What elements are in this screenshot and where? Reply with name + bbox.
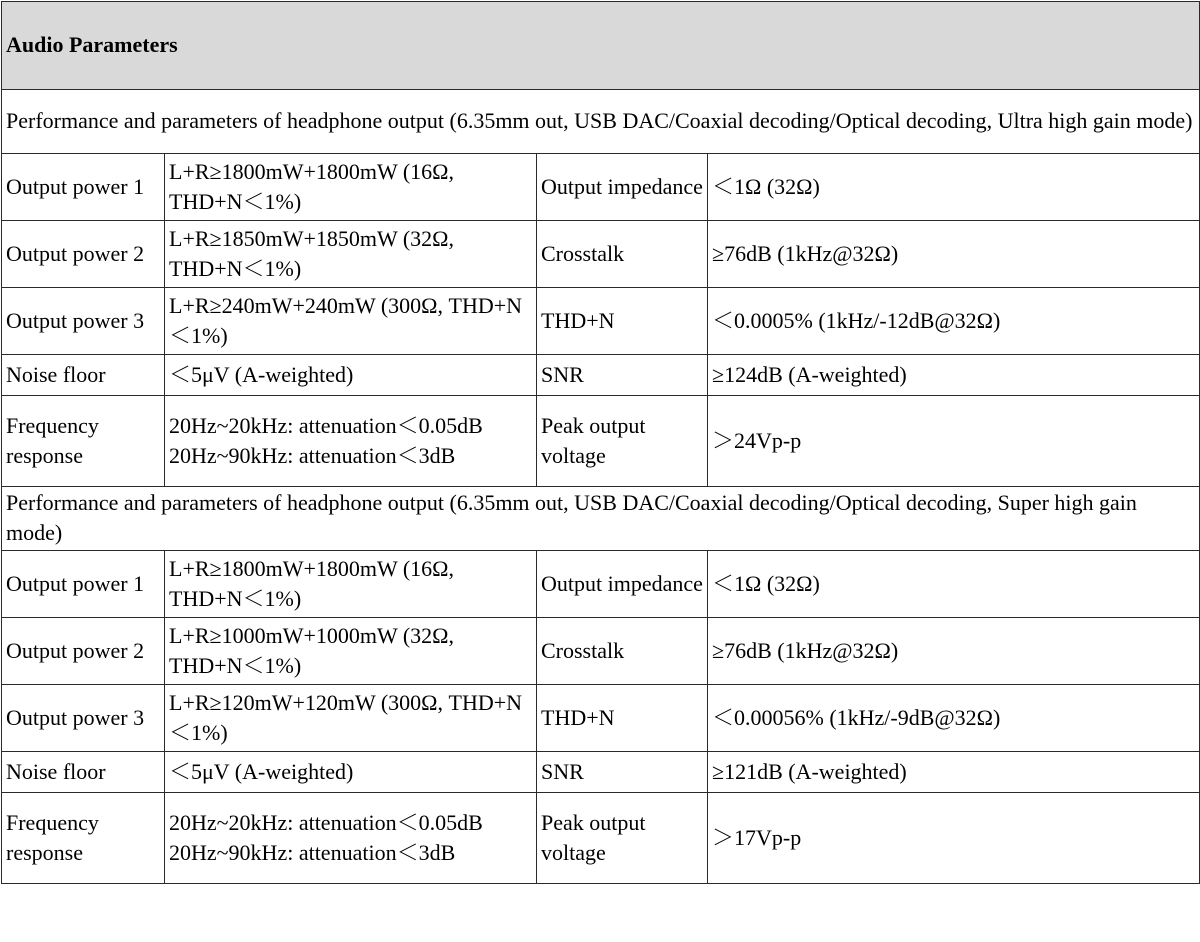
- param-label: Frequency response: [2, 793, 165, 884]
- param-value: L+R≥1850mW+1850mW (32Ω, THD+N＜1%): [165, 221, 537, 288]
- table-row: [2, 355, 1200, 396]
- param-label: Noise floor: [2, 752, 165, 793]
- section-heading: Performance and parameters of headphone output (6.35mm out, USB DAC/Coaxial decoding/Optical decoding, Super high gain mode): [2, 487, 1200, 551]
- table-row: [2, 685, 1200, 752]
- param-value: L+R≥1800mW+1800mW (16Ω, THD+N＜1%): [165, 551, 537, 618]
- title-row: [2, 2, 1200, 90]
- table-row: [2, 618, 1200, 685]
- param-label: Output power 2: [2, 221, 165, 288]
- table-row: [2, 752, 1200, 793]
- table-row: [2, 288, 1200, 355]
- param-label: Output power 2: [2, 618, 165, 685]
- audio-parameters-table: [1, 1, 1200, 884]
- param-value: ≥124dB (A-weighted): [708, 355, 1200, 396]
- param-label: SNR: [537, 752, 708, 793]
- param-value: ＜5μV (A-weighted): [165, 355, 537, 396]
- param-value: ＜1Ω (32Ω): [708, 551, 1200, 618]
- param-value: L+R≥1800mW+1800mW (16Ω, THD+N＜1%): [165, 154, 537, 221]
- param-label: Output impedance: [537, 154, 708, 221]
- param-value: 20Hz~20kHz: attenuation＜0.05dB 20Hz~90kHz: attenuation＜3dB: [165, 396, 537, 487]
- param-value: 20Hz~20kHz: attenuation＜0.05dB 20Hz~90kHz: attenuation＜3dB: [165, 793, 537, 884]
- param-value: L+R≥120mW+120mW (300Ω, THD+N＜1%): [165, 685, 537, 752]
- table-row: [2, 551, 1200, 618]
- param-label: THD+N: [537, 685, 708, 752]
- param-label: Peak output voltage: [537, 793, 708, 884]
- param-label: Crosstalk: [537, 618, 708, 685]
- param-label: Output power 3: [2, 685, 165, 752]
- param-label: SNR: [537, 355, 708, 396]
- param-value: ≥121dB (A-weighted): [708, 752, 1200, 793]
- table-row: [2, 154, 1200, 221]
- param-label: Output power 1: [2, 551, 165, 618]
- param-value: ＜0.00056% (1kHz/-9dB@32Ω): [708, 685, 1200, 752]
- param-label: Output power 3: [2, 288, 165, 355]
- table-row: [2, 793, 1200, 884]
- param-label: Frequency response: [2, 396, 165, 487]
- param-value: L+R≥1000mW+1000mW (32Ω, THD+N＜1%): [165, 618, 537, 685]
- param-value: ≥76dB (1kHz@32Ω): [708, 221, 1200, 288]
- param-label: THD+N: [537, 288, 708, 355]
- section-heading-row: [2, 487, 1200, 551]
- param-label: Crosstalk: [537, 221, 708, 288]
- section-heading-row: [2, 90, 1200, 154]
- param-label: Noise floor: [2, 355, 165, 396]
- param-value: ＞17Vp-p: [708, 793, 1200, 884]
- param-label: Peak output voltage: [537, 396, 708, 487]
- table-title: Audio Parameters: [2, 2, 1200, 90]
- table-row: [2, 221, 1200, 288]
- param-value: ≥76dB (1kHz@32Ω): [708, 618, 1200, 685]
- param-value: L+R≥240mW+240mW (300Ω, THD+N＜1%): [165, 288, 537, 355]
- param-value: ＜5μV (A-weighted): [165, 752, 537, 793]
- section-heading: Performance and parameters of headphone output (6.35mm out, USB DAC/Coaxial decoding/Optical decoding, Ultra high gain mode): [2, 90, 1200, 154]
- param-value: ＜1Ω (32Ω): [708, 154, 1200, 221]
- param-value: ＞24Vp-p: [708, 396, 1200, 487]
- param-label: Output impedance: [537, 551, 708, 618]
- table-row: [2, 396, 1200, 487]
- param-label: Output power 1: [2, 154, 165, 221]
- param-value: ＜0.0005% (1kHz/-12dB@32Ω): [708, 288, 1200, 355]
